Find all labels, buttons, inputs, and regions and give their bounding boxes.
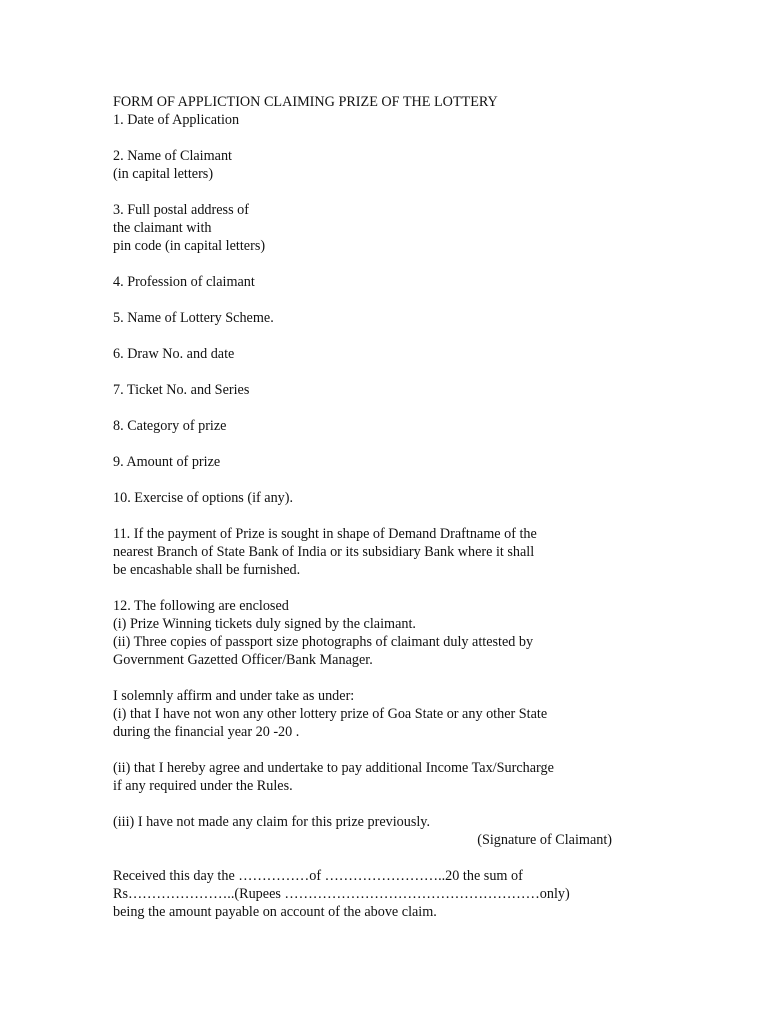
enclosure-item: (i) Prize Winning tickets duly signed by the claimant. xyxy=(113,616,416,632)
field-postal-address-line3: pin code (in capital letters) xyxy=(113,238,266,254)
spacer xyxy=(113,183,633,201)
field-postal-address: 3. Full postal address of xyxy=(113,202,249,218)
spacer xyxy=(113,849,633,867)
affirmation-point: (ii) that I hereby agree and undertake to pay additional Income Tax/Surcharge xyxy=(113,760,554,776)
enclosure-item-continued: Government Gazetted Officer/Bank Manager. xyxy=(113,652,373,668)
affirmation-point: (i) that I have not won any other lottery prize of Goa State or any other State xyxy=(113,706,548,722)
affirmation-point-continued: if any required under the Rules. xyxy=(113,778,293,794)
spacer xyxy=(113,741,633,759)
field-draw-number-date: 6. Draw No. and date xyxy=(113,346,235,362)
spacer xyxy=(113,471,633,489)
spacer xyxy=(113,435,633,453)
field-name-of-claimant-note: (in capital letters) xyxy=(113,166,214,182)
enclosure-item: (ii) Three copies of passport size photographs of claimant duly attested by xyxy=(113,634,534,650)
spacer xyxy=(113,579,633,597)
spacer xyxy=(113,129,633,147)
field-demand-draft-line2: nearest Branch of State Bank of India or its subsidiary Bank where it shall xyxy=(113,544,535,560)
affirmation-intro: I solemnly affirm and under take as under: xyxy=(113,688,355,704)
field-date-of-application: 1. Date of Application xyxy=(113,112,240,128)
spacer xyxy=(113,291,633,309)
receipt-line: Rs…………………..(Rupees ………………………………………………only) xyxy=(113,886,570,902)
signature-of-claimant: (Signature of Claimant) xyxy=(477,832,612,848)
spacer xyxy=(113,795,633,813)
receipt-line: Received this day the ……………of ……………………..20 the sum of xyxy=(113,868,523,884)
spacer xyxy=(113,669,633,687)
field-demand-draft: 11. If the payment of Prize is sought in shape of Demand Draftname of the xyxy=(113,526,537,542)
field-profession: 4. Profession of claimant xyxy=(113,274,255,290)
spacer xyxy=(113,399,633,417)
field-exercise-options: 10. Exercise of options (if any). xyxy=(113,490,294,506)
field-prize-amount: 9. Amount of prize xyxy=(113,454,221,470)
field-demand-draft-line3: be encashable shall be furnished. xyxy=(113,562,301,578)
enclosures-heading: 12. The following are enclosed xyxy=(113,598,289,614)
affirmation-point-continued: during the financial year 20 -20 . xyxy=(113,724,300,740)
field-name-of-claimant: 2. Name of Claimant xyxy=(113,148,232,164)
field-postal-address-line2: the claimant with xyxy=(113,220,212,236)
spacer xyxy=(113,363,633,381)
spacer xyxy=(113,327,633,345)
form-body xyxy=(113,93,633,921)
field-prize-category: 8. Category of prize xyxy=(113,418,227,434)
spacer xyxy=(113,507,633,525)
spacer xyxy=(113,255,633,273)
form-title: FORM OF APPLICTION CLAIMING PRIZE OF THE LOTTERY xyxy=(113,94,498,110)
field-ticket-number-series: 7. Ticket No. and Series xyxy=(113,382,250,398)
field-lottery-scheme: 5. Name of Lottery Scheme. xyxy=(113,310,274,326)
affirmation-point: (iii) I have not made any claim for this prize previously. xyxy=(113,814,431,830)
receipt-line: being the amount payable on account of the above claim. xyxy=(113,904,437,920)
